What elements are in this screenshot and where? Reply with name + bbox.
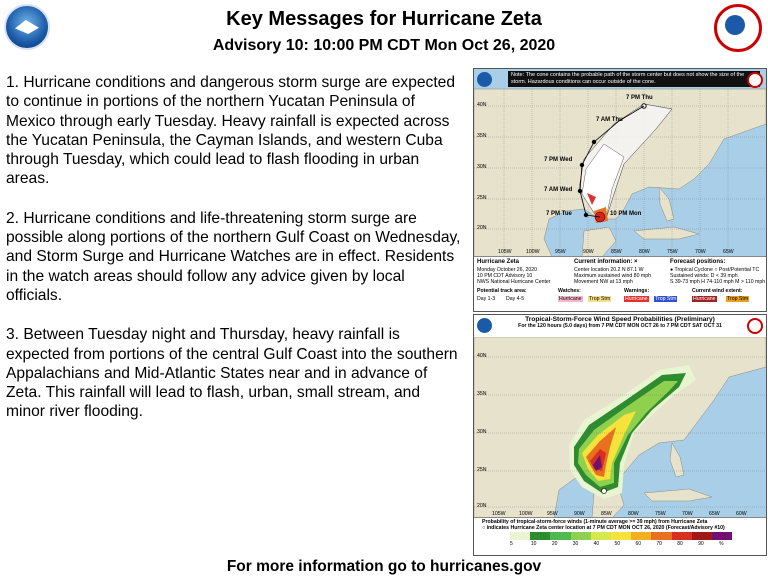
scale-swatch <box>672 532 692 540</box>
footer-link-text: For more information go to hurricanes.gov <box>226 558 542 575</box>
track-area-item: Day 4-5 <box>506 296 525 302</box>
lon-label: 70W <box>682 511 693 517</box>
wind-extent-item: Hurricane <box>693 296 716 302</box>
scale-swatch <box>591 532 611 540</box>
scale-label: 40 <box>593 541 600 547</box>
noaa-mini-logo <box>477 72 492 87</box>
lon-label: 65W <box>723 249 734 255</box>
scale-label: 60 <box>635 541 641 547</box>
wind-extent-title: Current wind extent: <box>692 288 743 294</box>
noaa-mini-logo <box>477 318 492 333</box>
lon-label: 85W <box>611 249 622 255</box>
lon-label: 80W <box>639 249 650 255</box>
lon-label: 75W <box>667 249 678 255</box>
track-label: 10 PM Mon <box>610 211 642 217</box>
track-label: 7 AM Wed <box>544 187 573 193</box>
probability-footnote: Probability of tropical-storm-force winds (1-minute average >= 39 mph) from Hurricane Zeta <box>482 519 708 525</box>
scale-label: % <box>719 541 724 547</box>
scale-swatch <box>712 532 732 540</box>
scale-label: 5 <box>510 541 513 547</box>
lat-label: 40N <box>477 353 487 359</box>
lat-label: 20N <box>477 225 487 231</box>
page-title: Key Messages for Hurricane Zeta <box>226 8 542 30</box>
current-info-line: Maximum sustained wind 80 mph <box>574 273 651 279</box>
scale-label: 50 <box>614 541 621 547</box>
probability-color-scale <box>510 532 732 540</box>
cone-forecast-map <box>473 68 767 312</box>
warnings-title: Warnings: <box>624 288 650 294</box>
wind-extent-item: Trop Stm <box>727 296 749 302</box>
track-label: 7 PM Thu <box>626 95 653 101</box>
scale-swatch <box>530 532 550 540</box>
forecast-line: S 39-73 mph H 74-110 mph M > 110 mph <box>670 279 766 285</box>
wind-probability-map <box>473 314 767 556</box>
scale-swatch <box>631 532 651 540</box>
watch-item: Hurricane <box>559 296 582 302</box>
scale-swatch <box>550 532 570 540</box>
lat-label: 25N <box>477 195 487 201</box>
lon-label: 80W <box>628 511 639 517</box>
key-messages <box>6 73 461 442</box>
issued-line: Monday October 26, 2020 <box>477 267 537 273</box>
lat-label: 20N <box>477 503 487 509</box>
nws-mini-logo <box>747 72 763 88</box>
lon-label: 65W <box>709 511 720 517</box>
cone-map-legend <box>474 256 766 311</box>
watches-title: Watches: <box>558 288 581 294</box>
watch-item: Trop Stm <box>589 296 611 302</box>
probability-map-subtitle: For the 120 hours (5.0 days) from 7 PM CDT MON OCT 26 to 7 PM CDT SAT OCT 31 <box>518 323 722 329</box>
lon-label: 105W <box>498 249 512 255</box>
track-label: 7 AM Thu <box>596 117 623 123</box>
scale-swatch <box>571 532 591 540</box>
scale-swatch <box>651 532 671 540</box>
scale-label: 10 <box>530 541 537 547</box>
probability-map-header <box>474 315 766 337</box>
scale-label: 70 <box>656 541 662 547</box>
advisory-subtitle: Advisory 10: 10:00 PM CDT Mon Oct 26, 2020 <box>212 37 556 54</box>
lat-label: 25N <box>477 467 487 473</box>
scale-swatch <box>510 532 530 540</box>
key-message-2: 2. Hurricane conditions and life-threatening storm surge are possible along portions of the northern Gulf Coast on Wednesday, and Storm Surge and Hurricane Watches are in effect. Residents in the watch areas should follow any advice given by local officials. <box>6 209 461 304</box>
nws-mini-logo <box>747 318 763 334</box>
lat-label: 40N <box>477 102 487 108</box>
lat-label: 35N <box>477 133 487 139</box>
probability-scale-labels <box>510 541 740 547</box>
key-message-3: 3. Between Tuesday night and Thursday, heavy rainfall is expected from portions of the central Gulf Coast into the southern Appalachians and Mid-Atlantic States near and in advance of Zeta. This rainfall will lead to flash, urban, small stream, and minor river flooding. <box>6 326 458 421</box>
current-info-line: Center location 20.2 N 87.1 W <box>574 267 644 273</box>
lat-label: 30N <box>477 429 487 435</box>
scale-label: 80 <box>677 541 683 547</box>
lon-label: 95W <box>555 249 566 255</box>
storm-name: Hurricane Zeta <box>477 259 520 265</box>
current-info-line: Movement NW at 13 mph <box>574 279 633 285</box>
scale-label: 20 <box>551 541 558 547</box>
current-info-title: Current information: × <box>574 259 638 265</box>
lon-label: 90W <box>574 511 585 517</box>
scale-label: 30 <box>572 541 579 547</box>
probability-footnote: ○ indicates Hurricane Zeta center location at 7 PM CDT MON OCT 26, 2020 (Forecast/Advisory #10) <box>482 525 725 531</box>
lon-label: 85W <box>601 511 612 517</box>
warning-item: Trop Stm <box>655 296 677 302</box>
scale-swatch <box>611 532 631 540</box>
probability-map-title: Tropical-Storm-Force Wind Speed Probabilities (Preliminary) <box>525 316 715 323</box>
probability-legend <box>474 517 766 555</box>
forecast-line: Sustained winds: D < 39 mph <box>670 273 738 279</box>
issued-line: 10 PM CDT Advisory 10 <box>477 273 533 279</box>
issued-line: NWS National Hurricane Center <box>477 279 551 285</box>
track-area-item: Day 1-3 <box>477 296 496 302</box>
track-label: 7 PM Wed <box>544 157 573 163</box>
forecast-line: ● Tropical Cyclone ○ Post/Potential TC <box>670 267 760 273</box>
lon-label: 90W <box>583 249 594 255</box>
lon-label: 105W <box>492 511 506 517</box>
cone-note: Note: The cone contains the probable path of the storm center but does not show the size of the storm. Hazardous conditions can occur outside of the cone. <box>508 71 760 87</box>
lon-label: 95W <box>547 511 558 517</box>
track-area-title: Potential track area: <box>477 288 527 294</box>
key-message-1: 1. Hurricane conditions and dangerous storm surge are expected to continue in portions of the northern Yucatan Peninsula of Mexico through early Tuesday. Heavy rainfall is expected across the Yucatan Peninsula, the Cayman Islands, and western Cuba through Tuesday, which could lead to flash flooding in urban areas. <box>6 74 456 188</box>
scale-label: 90 <box>698 541 704 547</box>
track-label: 7 PM Tue <box>546 211 572 217</box>
lon-label: 100W <box>519 511 533 517</box>
lon-label: 100W <box>526 249 540 255</box>
lon-label: 70W <box>695 249 706 255</box>
lat-label: 35N <box>477 391 487 397</box>
warning-item: Hurricane <box>625 296 648 302</box>
lat-label: 30N <box>477 164 487 170</box>
scale-swatch <box>692 532 712 540</box>
lon-label: 60W <box>736 511 747 517</box>
lon-label: 75W <box>655 511 666 517</box>
forecast-title: Forecast positions: <box>670 259 726 265</box>
